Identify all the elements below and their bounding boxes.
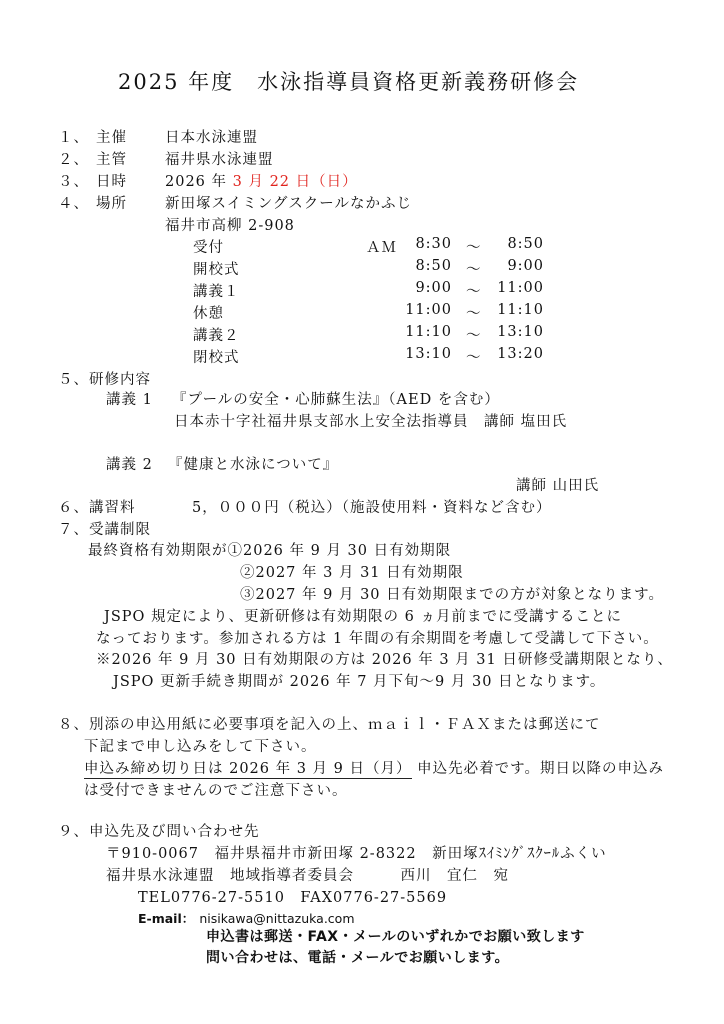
section-6-heading: ６、講習料 xyxy=(58,500,136,516)
section-2-number: ２、 xyxy=(58,152,89,168)
lecture-2-instructor: 講師 山田氏 xyxy=(516,478,600,494)
schedule-row-end: 13:10 xyxy=(497,324,544,340)
email-address[interactable]: nisikawa@nittazuka.com xyxy=(199,911,355,926)
section-2-label: 主管 xyxy=(96,152,127,168)
restriction-line-5: なっております。参加される方は 1 年間の有余期間を考慮して受講して下さい。 xyxy=(96,631,659,647)
lecture-2-title: 『健康と水泳について』 xyxy=(168,457,339,473)
schedule-row-start: 13:10 xyxy=(405,346,452,362)
lecture-1-title: 『プールの安全・心肺蘇生法』（AED を含む） xyxy=(172,392,500,408)
note-submission-methods: 申込書は郵送・FAX・メールのいずれかでお願い致します xyxy=(206,929,585,945)
section-4-number: ４、 xyxy=(58,196,89,212)
schedule-row-end: 11:10 xyxy=(497,302,544,318)
lecture-1-instructor: 日本赤十字社福井県支部水上安全法指導員 講師 塩田氏 xyxy=(174,414,568,430)
section-7-heading: ７、受講制限 xyxy=(58,522,151,538)
section-1-number: １、 xyxy=(58,130,89,146)
schedule-row-tilde: 〜 xyxy=(466,262,482,278)
section-8-line-4: は受付できませんのでご注意下さい。 xyxy=(84,783,348,799)
contact-email xyxy=(138,908,355,927)
lecture-2-label: 講義 2 xyxy=(106,457,153,473)
section-8-line-1: ８、別添の申込用紙に必要事項を記入の上、ｍａｉｌ・ＦＡＸまたは郵送にて xyxy=(58,717,601,733)
section-3-date xyxy=(165,170,358,191)
note-inquiry-methods: 問い合わせは、電話・メールでお願いします。 xyxy=(206,950,510,966)
restriction-line-1: 最終資格有効期限が①2026 年 9 月 30 日有効期限 xyxy=(88,543,452,559)
schedule-row-name: 開校式 xyxy=(193,262,240,278)
schedule-row-start: 8:50 xyxy=(415,258,452,274)
section-1-value: 日本水泳連盟 xyxy=(165,130,258,146)
venue-name: 新田塚スイミングスクールなかふじ xyxy=(165,196,412,212)
schedule-row-tilde: 〜 xyxy=(466,350,482,366)
schedule-row-end: 8:50 xyxy=(507,236,544,252)
schedule-row-tilde: 〜 xyxy=(466,284,482,300)
date-day-highlight: 3 月 22 日（日） xyxy=(232,174,358,190)
schedule-row-start: 8:30 xyxy=(415,236,452,252)
section-4-label: 場所 xyxy=(96,196,127,212)
section-2-value: 福井県水泳連盟 xyxy=(165,152,274,168)
schedule-row-name: 受付 xyxy=(193,240,224,256)
schedule-row-start: 11:10 xyxy=(405,324,452,340)
schedule-row-ampm: ＡＭ xyxy=(366,240,397,256)
deadline-underlined: 申込み締め切り日は 2026 年 3 月 9 日（月） xyxy=(84,761,412,777)
lecture-1-label: 講義 1 xyxy=(106,392,153,408)
section-3-number: ３、 xyxy=(58,174,89,190)
schedule-row-name: 休憩 xyxy=(193,306,224,322)
contact-tel-fax: TEL0776-27-5510 FAX0776-27-5569 xyxy=(138,890,448,906)
deadline-rest: 申込先必着です。期日以降の申込み xyxy=(417,761,664,777)
section-8-line-2: 下記まで申し込みをして下さい。 xyxy=(84,739,317,755)
schedule-row-tilde: 〜 xyxy=(466,306,482,322)
schedule-row-name: 閉校式 xyxy=(193,350,240,366)
section-5-heading: ５、研修内容 xyxy=(58,372,151,388)
section-1-label: 主催 xyxy=(96,130,127,146)
restriction-line-4: JSPO 規定により、更新研修は有効期限の 6 ヵ月前までに受講することに xyxy=(104,609,622,625)
schedule-row-name: 講義１ xyxy=(193,284,240,300)
schedule-row-end: 13:20 xyxy=(497,346,544,362)
page-title: 2025 年度 水泳指導員資格更新義務研修会 xyxy=(118,70,580,94)
schedule-row-name: 講義２ xyxy=(193,328,240,344)
contact-postal-address: 〒910-0067 福井県福井市新田塚 2-8322 新田塚ｽｲﾐﾝｸﾞｽｸｰﾙふくい xyxy=(106,846,607,862)
date-year: 2026 年 xyxy=(165,174,228,190)
restriction-line-3: ③2027 年 9 月 30 日有効期限までの方が対象となります。 xyxy=(240,587,664,603)
contact-organization: 福井県水泳連盟 地域指導者委員会 西川 宜仁 宛 xyxy=(106,868,509,884)
schedule-row-start: 11:00 xyxy=(405,302,452,318)
restriction-line-7: JSPO 更新手続き期間が 2026 年 7 月下旬〜9 月 30 日となります。 xyxy=(113,674,606,690)
schedule-row-start: 9:00 xyxy=(415,280,452,296)
schedule-row-end: 9:00 xyxy=(507,258,544,274)
section-3-label: 日時 xyxy=(96,174,127,190)
email-label: E-mail： xyxy=(138,911,195,926)
fee-value: 5，０００円（税込）（施設使用料・資料など含む） xyxy=(192,500,552,516)
restriction-line-6: ※2026 年 9 月 30 日有効期限の方は 2026 年 3 月 31 日研修受講期限となり、 xyxy=(96,652,673,668)
section-9-heading: ９、申込先及び問い合わせ先 xyxy=(58,824,260,840)
schedule-row-end: 11:00 xyxy=(497,280,544,296)
venue-address: 福井市高柳 2-908 xyxy=(165,218,295,234)
schedule-row-tilde: 〜 xyxy=(466,240,482,256)
section-8-line-3 xyxy=(84,757,664,778)
restriction-line-2: ②2027 年 3 月 31 日有効期限 xyxy=(240,565,464,581)
schedule-row-tilde: 〜 xyxy=(466,328,482,344)
